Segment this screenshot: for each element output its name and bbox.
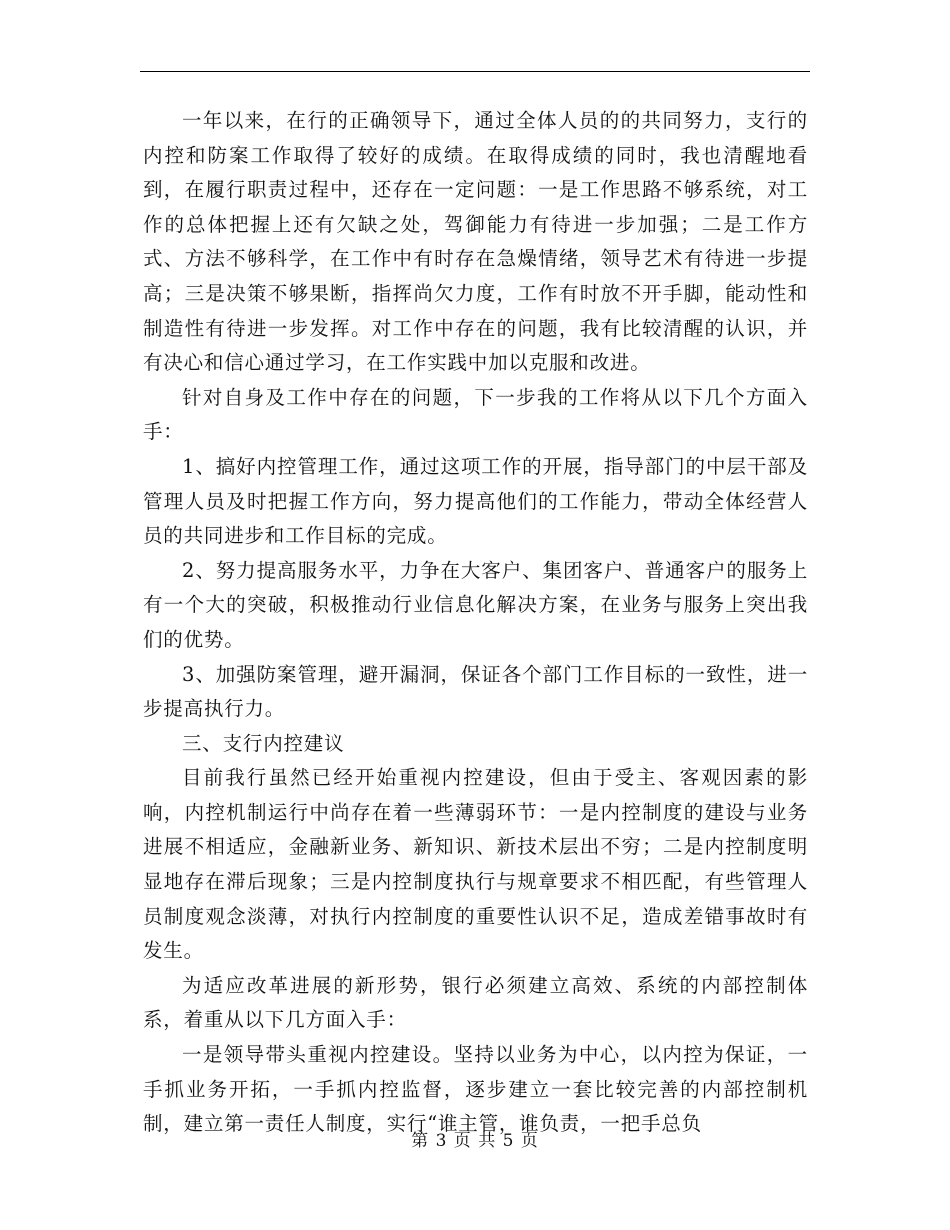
paragraph-current-status: 目前我行虽然已经开始重视内控建设，但由于受主、客观因素的影响，内控机制运行中尚存在着一些薄弱环节：一是内控制度的建设与业务进展不相适应，金融新业务、新知识、新技术层出不穷；二是内控制度明显地存在滞后现象；三是内控制度执行与规章要求不相匹配，有些管理人员制度观念淡薄，对执行内控制度的重要性认识不足，造成差错事故时有发生。	[143, 766, 808, 963]
paragraph-item-2: 2、努力提高服务水平，力争在大客户、集团客户、普通客户的服务上有一个大的突破，积极推动行业信息化解决方案，在业务与服务上突出我们的优势。	[143, 558, 808, 651]
section-heading-3: 三、支行内控建议	[182, 731, 345, 755]
paragraph-item-3: 3、加强防案管理，避开漏洞，保证各个部门工作目标的一致性，进一步提高执行力。	[143, 662, 808, 721]
header-rule	[140, 71, 810, 72]
paragraph-item-1: 1、搞好内控管理工作，通过这项工作的开展，指导部门的中层干部及管理人员及时把握工作方向，努力提高他们的工作能力，带动全体经营人员的共同进步和工作目标的完成。	[143, 454, 808, 548]
paragraph-next-steps-intro: 针对自身及工作中存在的问题，下一步我的工作将从以下几个方面入手：	[143, 385, 808, 444]
document-body	[143, 104, 808, 1142]
page-number-footer: 第 3 页 共 5 页	[411, 1131, 539, 1151]
paragraph-leadership: 一是领导带头重视内控建设。坚持以业务为中心，以内控为保证，一手抓业务开拓，一手抓内控监督，逐步建立一套比较完善的内部控制机制，建立第一责任人制度，实行“谁主管，谁负责，一把手总负	[143, 1043, 808, 1136]
paragraph-reform-intro: 为适应改革进展的新形势，银行必须建立高效、系统的内部控制体系，着重从以下几方面入手：	[143, 973, 808, 1032]
paragraph-summary: 一年以来，在行的正确领导下，通过全体人员的的共同努力，支行的内控和防案工作取得了较好的成绩。在取得成绩的同时，我也清醒地看到，在履行职责过程中，还存在一定问题：一是工作思路不够系统，对工作的总体把握上还有欠缺之处，驾御能力有待进一步加强；二是工作方式、方法不够科学，在工作中有时存在急燥情绪，领导艺术有待进一步提高；三是决策不够果断，指挥尚欠力度，工作有时放不开手脚，能动性和制造性有待进一步发挥。对工作中存在的问题，我有比较清醒的认识，并有决心和信心通过学习，在工作实践中加以克服和改进。	[143, 109, 808, 375]
